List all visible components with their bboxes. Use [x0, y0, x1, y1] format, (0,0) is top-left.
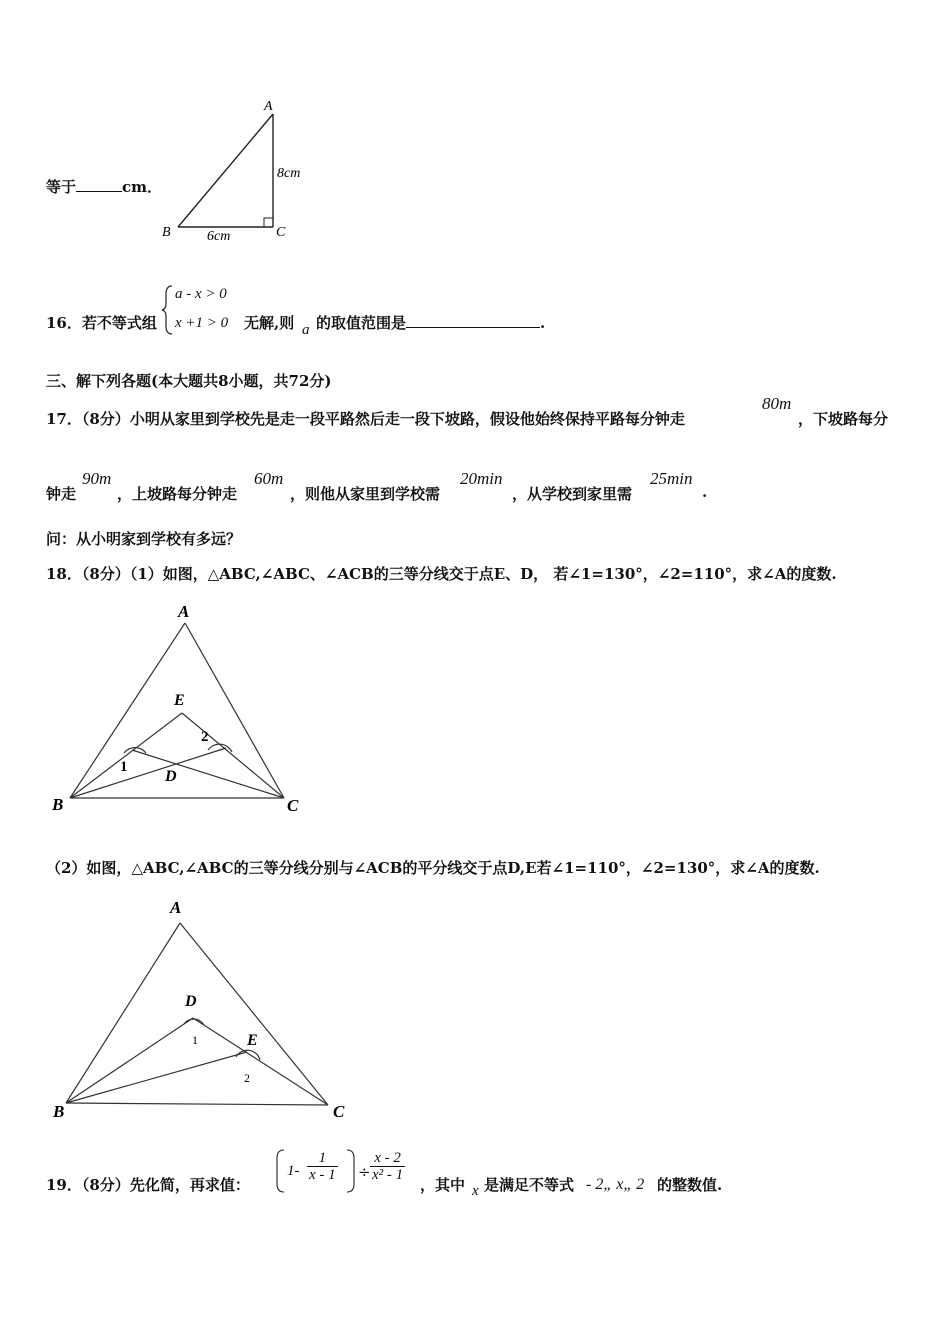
q15-side-bc-length: 6cm: [207, 229, 231, 244]
q19-text-mid: ，其中: [420, 1176, 466, 1194]
fig1-label-c: C: [287, 796, 299, 815]
q19-score: （8分）: [81, 1176, 130, 1194]
q19-fraction-1-denominator: x - 1: [309, 1167, 336, 1183]
q16-text-before: 若不等式组: [81, 314, 157, 332]
q19-inequality: - 2„ x„ 2: [586, 1176, 645, 1193]
fig1-label-a: A: [178, 602, 190, 621]
fig2-label-d: D: [185, 993, 197, 1010]
q17-line-1-end: ，下坡路每分: [798, 410, 889, 428]
q19-fraction-2-denominator: x² - 1: [372, 1167, 404, 1183]
q18-part-1: （1）如图，△ABC,∠ABC、∠ACB的三等分线交于点E、D， 若∠1=130°，∠2=110°，求∠A的度数.: [129, 565, 837, 583]
q15-label-a: A: [264, 99, 273, 114]
fig1-angle-2-label: 2: [201, 729, 209, 745]
fig2-label-c: C: [333, 1102, 345, 1121]
fig2-angle-2-label: 2: [244, 1071, 250, 1085]
fig1-label-e: E: [174, 692, 185, 709]
q15-suffix: cm．: [122, 178, 163, 196]
q17-score: （8分）: [81, 410, 130, 428]
q15-side-ac-length: 8cm: [277, 166, 301, 181]
q17-text-2d: ，从学校到家里需: [512, 485, 633, 503]
q19-expr-one-minus: 1-: [287, 1163, 300, 1179]
q15-label-b: B: [162, 225, 171, 240]
q16-number: 16．: [46, 314, 82, 332]
q16-inequality-2: x +1 > 0: [175, 315, 229, 331]
q17-text-1: 小明从家里到学校先是走一段平路然后走一段下坡路，假设他始终保持平路每分钟走: [129, 410, 685, 428]
q16-var-a: a: [302, 322, 310, 338]
q18-part-2: （2）如图，△ABC,∠ABC的三等分线分别与∠ACB的平分线交于点D,E若∠1=110°，∠2=130°，求∠A的度数.: [46, 859, 820, 877]
q17-line-2-end: .: [702, 483, 708, 501]
fig1-angle-1-label: 1: [120, 759, 128, 775]
q17-up-speed: 60m: [254, 469, 284, 488]
q17-time-to-home: 25min: [650, 469, 693, 488]
q19-fraction-2-numerator: x - 2: [374, 1150, 401, 1166]
q16-text-after: 的取值范围是: [316, 314, 407, 332]
q16-end: .: [540, 314, 546, 332]
q17-question: 问：从小明家到学校有多远？: [46, 530, 242, 548]
q15-label-c: C: [276, 225, 286, 240]
q19-fraction-1-numerator: 1: [318, 1150, 327, 1166]
q17-text-2b: ，上坡路每分钟走: [117, 485, 238, 503]
q16-text-mid: 无解,则: [244, 314, 295, 332]
q15-prefix: 等于: [46, 178, 77, 196]
q19-text-after: 是满足不等式: [484, 1176, 575, 1194]
fig1-label-b: B: [52, 795, 64, 814]
fig2-angle-1-label: 1: [192, 1033, 198, 1047]
q19-division-sign: ÷: [358, 1163, 371, 1181]
q17-text-2a: 钟走: [46, 485, 77, 503]
q17-time-to-school: 20min: [460, 469, 503, 488]
fig1-label-d: D: [165, 768, 177, 785]
q17-down-speed: 90m: [82, 469, 112, 488]
section-3-heading: 三、解下列各题(本大题共8小题，共72分): [46, 372, 332, 390]
fig2-label-e: E: [247, 1032, 258, 1049]
fig2-label-a: A: [170, 898, 182, 917]
q17-number: 17．: [46, 410, 82, 428]
q17-text-2c: ，则他从家里到学校需: [290, 485, 441, 503]
q16-inequality-1: a - x > 0: [175, 286, 227, 302]
q18-number: 18．: [46, 565, 82, 583]
q19-text-before: 先化简，再求值：: [129, 1176, 250, 1194]
q19-var-x: x: [472, 1183, 479, 1199]
q19-fraction-2: [370, 1150, 405, 1183]
q19-end: 的整数值.: [657, 1176, 723, 1194]
q18-score: （8分）: [81, 565, 130, 583]
fig2-label-b: B: [53, 1102, 65, 1121]
q19-number: 19．: [46, 1176, 82, 1194]
q19-fraction-1: [307, 1150, 338, 1183]
q17-flat-speed: 80m: [762, 394, 792, 413]
